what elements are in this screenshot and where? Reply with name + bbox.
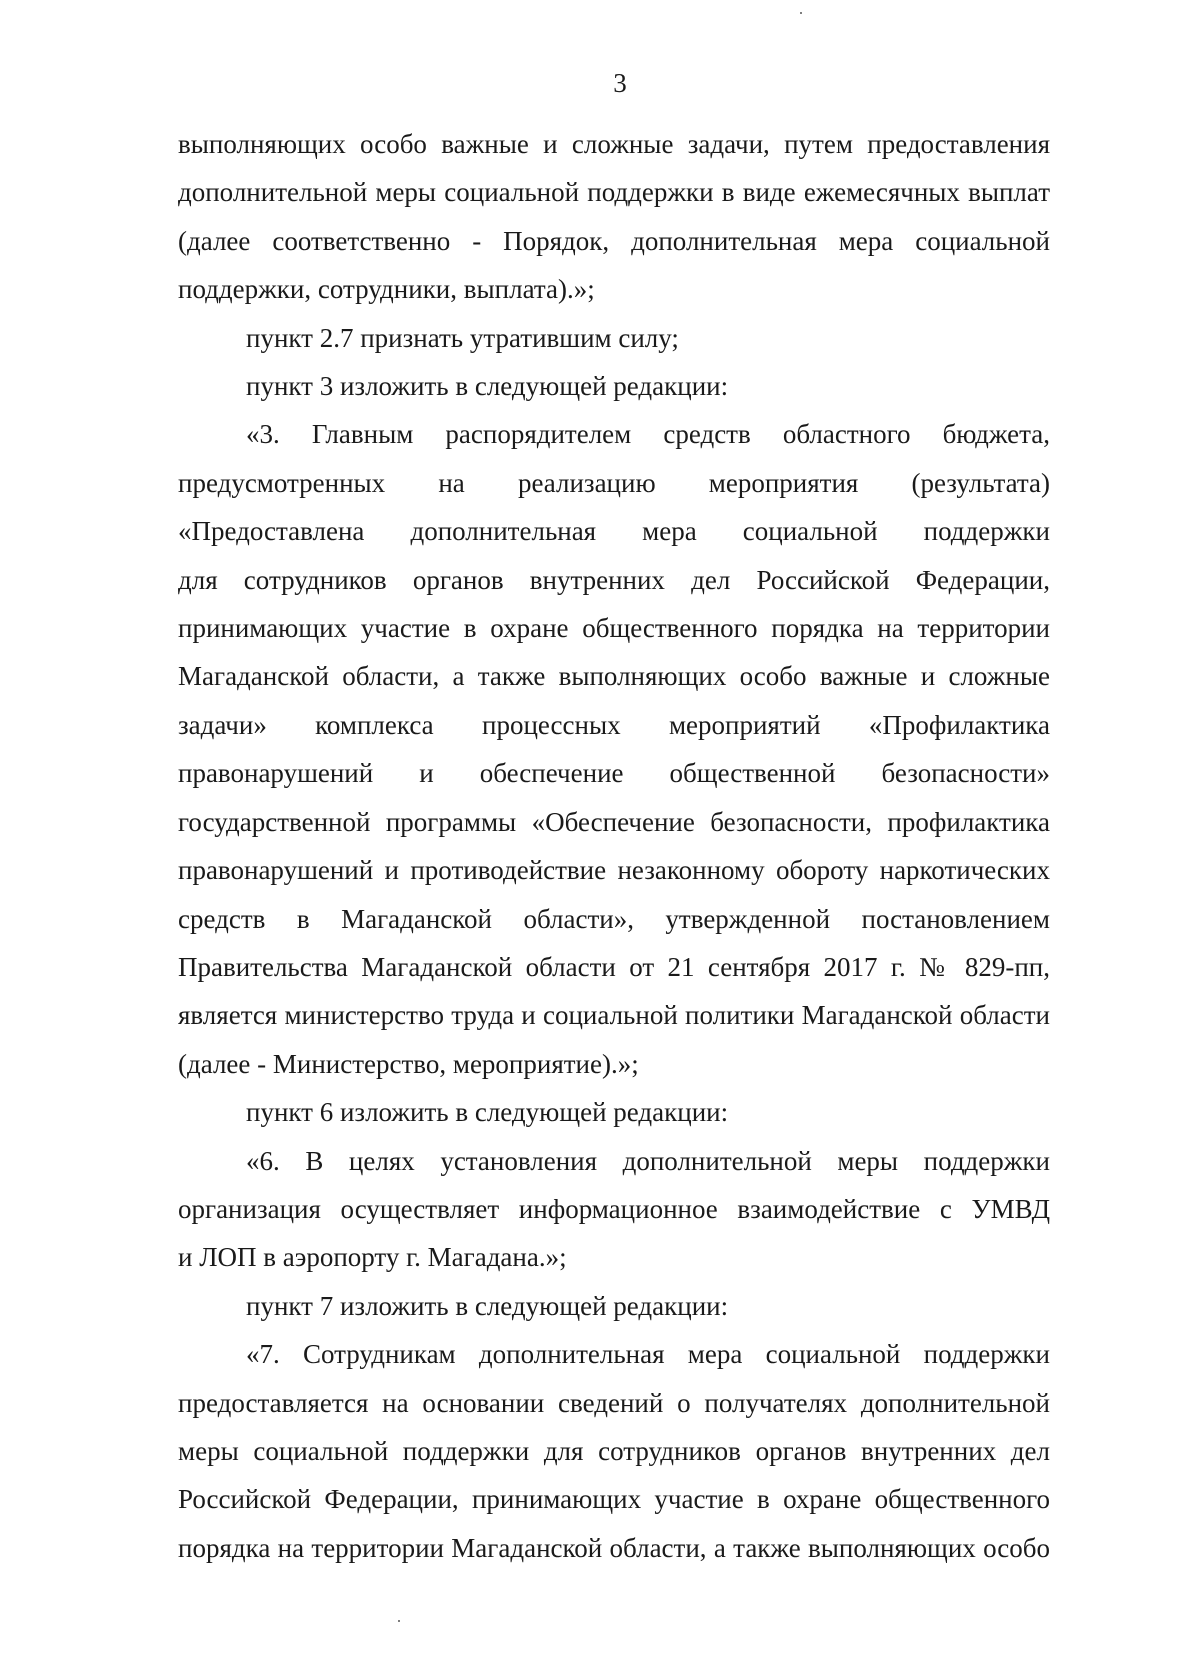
text-line: пункт 6 изложить в следующей редакции:	[246, 1097, 729, 1128]
text-line: «7. Сотрудникам дополнительная мера социальной поддержки	[246, 1339, 1050, 1370]
paragraph-clause-7	[178, 1330, 1050, 1572]
text-line: меры социальной поддержки для сотрудников органов внутренних дел	[178, 1435, 1050, 1466]
text-line: пункт 3 изложить в следующей редакции:	[246, 371, 729, 402]
scan-speck	[398, 1620, 400, 1622]
text-line: Российской Федерации, принимающих участие в охране общественного	[178, 1484, 1050, 1515]
text-line: поддержки, сотрудники, выплата).»;	[178, 274, 595, 305]
text-line: пункт 7 изложить в следующей редакции:	[246, 1290, 729, 1321]
text-line: Магаданской области, а также выполняющих особо важные и сложные	[178, 661, 1050, 692]
text-line: порядка на территории Магаданской области, а также выполняющих особо	[178, 1532, 1050, 1563]
paragraph-continuation	[178, 120, 1050, 314]
text-line: для сотрудников органов внутренних дел Российской Федерации,	[178, 564, 1050, 595]
text-line: «3. Главным распорядителем средств областного бюджета,	[246, 419, 1050, 450]
paragraph-clause-7-intro	[178, 1282, 1050, 1330]
text-line: является министерство труда и социальной политики Магаданской области	[178, 1000, 1050, 1031]
text-line: задачи» комплекса процессных мероприятий «Профилактика	[178, 709, 1050, 740]
text-line: дополнительной меры социальной поддержки в виде ежемесячных выплат	[178, 177, 1050, 208]
text-line: пункт 2.7 признать утратившим силу;	[246, 322, 679, 353]
text-line: и ЛОП в аэропорту г. Магадана.»;	[178, 1242, 567, 1273]
text-line: (далее - Министерство, мероприятие).»;	[178, 1048, 639, 1079]
paragraph-clause-2-7	[178, 314, 1050, 362]
text-line: выполняющих особо важные и сложные задачи, путем предоставления	[178, 129, 1050, 159]
text-line: правонарушений и противодействие незаконному обороту наркотических	[178, 855, 1050, 886]
text-line: организация осуществляет информационное взаимодействие с УМВД	[178, 1193, 1050, 1224]
paragraph-clause-3	[178, 410, 1050, 1088]
text-line: принимающих участие в охране общественного порядка на территории	[178, 613, 1050, 644]
text-line: правонарушений и обеспечение общественной безопасности»	[178, 758, 1050, 789]
paragraph-clause-6	[178, 1137, 1050, 1282]
paragraph-clause-3-intro	[178, 362, 1050, 410]
page-number: 3	[613, 68, 627, 98]
text-line: (далее соответственно - Порядок, дополнительная мера социальной	[178, 225, 1050, 256]
text-line: средств в Магаданской области», утвержденной постановлением	[178, 903, 1050, 934]
text-line: предоставляется на основании сведений о получателях дополнительной	[178, 1387, 1050, 1418]
text-line: государственной программы «Обеспечение безопасности, профилактика	[178, 806, 1050, 837]
text-line: «Предоставлена дополнительная мера социальной поддержки	[178, 516, 1050, 547]
text-line: «6. В целях установления дополнительной меры поддержки	[246, 1145, 1050, 1176]
text-line: предусмотренных на реализацию мероприятия (результата)	[178, 467, 1050, 498]
text-line: Правительства Магаданской области от 21 сентября 2017 г. № 829-пп,	[178, 951, 1050, 982]
scan-speck	[800, 12, 802, 14]
document-body	[178, 120, 1050, 1572]
paragraph-clause-6-intro	[178, 1088, 1050, 1136]
